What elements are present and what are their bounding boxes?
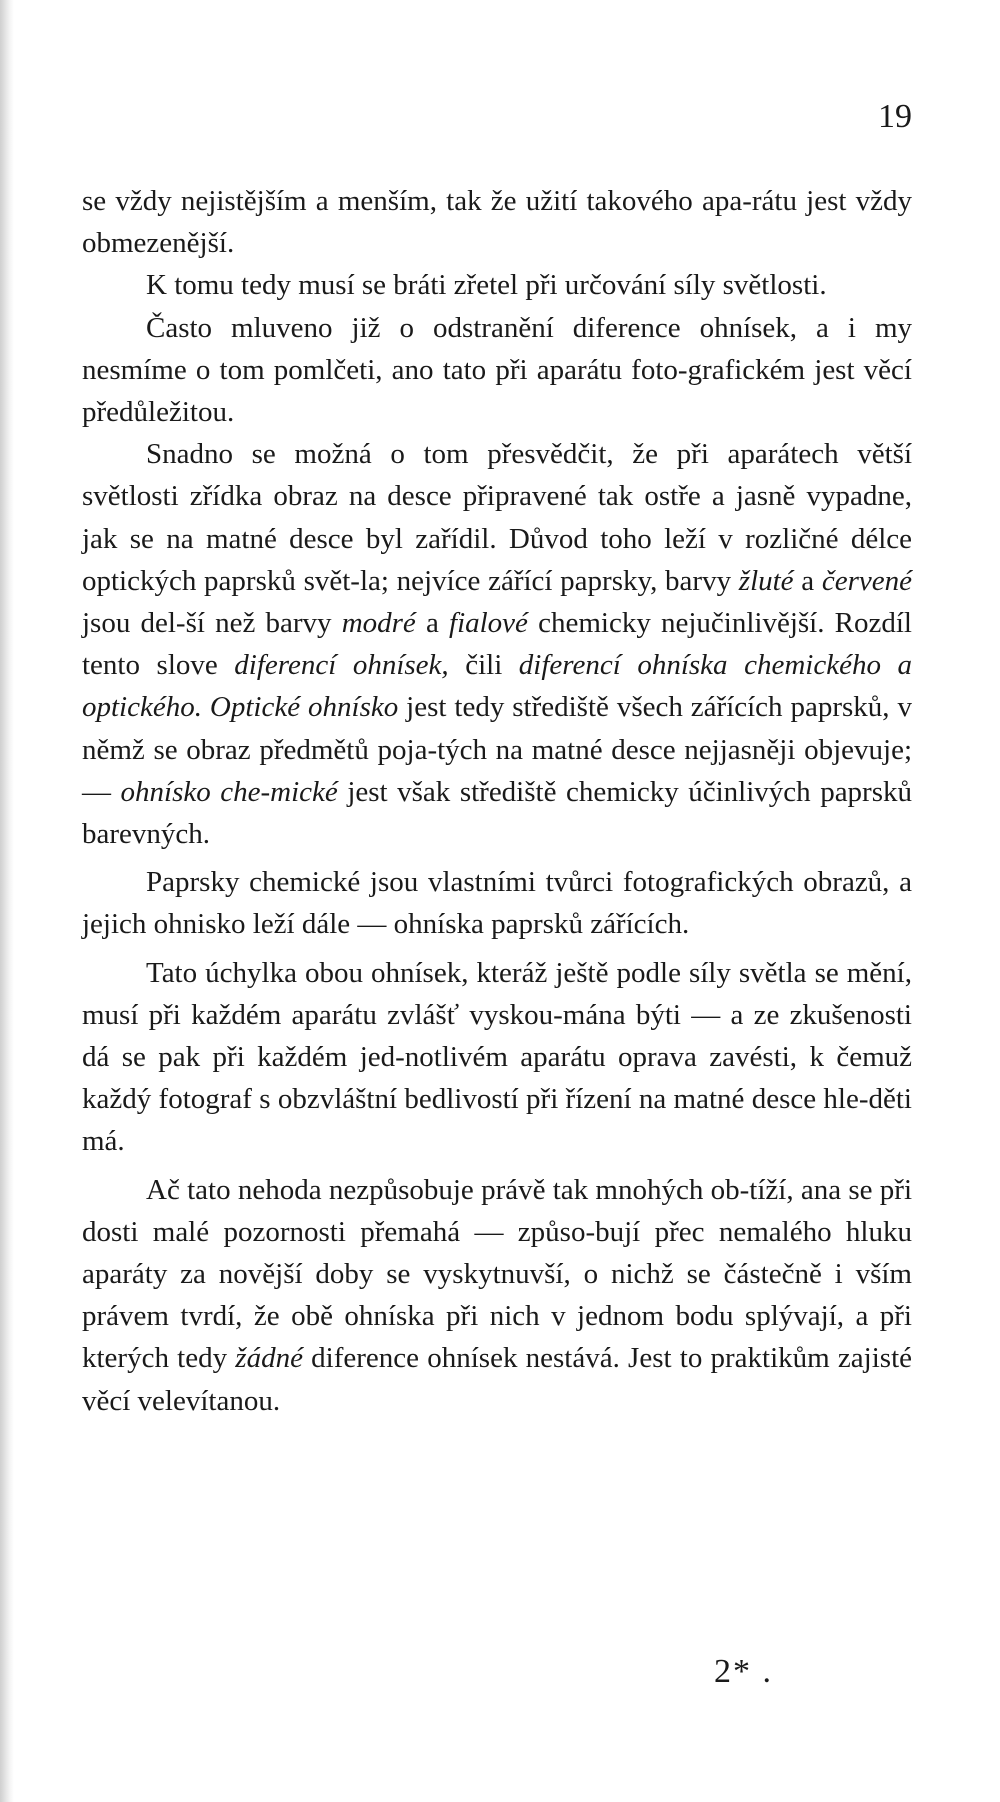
italic-term: žádné	[235, 1342, 303, 1375]
text-run: jest však střediště chemicky účinlivých paprsků barevných.	[82, 775, 913, 851]
text-run: Snadno se možná o tom přesvědčit, že při aparátech větší světlosti zřídka obraz na desce připravené tak ostře a jasně vypadne, jak se na matné desce byl zařídil. Důvod toho leží v rozličné délce optických paprsků svět-la; nejvíce zářící paprsky, barvy	[82, 438, 912, 597]
italic-term: žluté	[738, 564, 794, 597]
text-run: se vždy nejistějším a menším, tak že užití takového apa-rátu jest vždy obmezenější.	[82, 185, 912, 260]
text-run: čili	[448, 649, 519, 682]
body-text	[82, 180, 912, 1422]
paragraph	[82, 952, 912, 1163]
italic-term: ohnísko che-mické	[120, 775, 338, 808]
text-run: diference ohnísek nestává. Jest to praktikům zajisté věcí velevítanou.	[82, 1342, 912, 1417]
text-run: a	[415, 607, 450, 640]
text-run: a	[793, 564, 822, 597]
italic-term: diferencí ohnísek,	[234, 649, 449, 682]
text-run: Ač tato nehoda nezpůsobuje právě tak mnohých ob-tíží, ana se při dosti malé pozornosti přemahá — způso-bují přec nemalého hluku aparáty za novější doby se vyskytnuvší, o nichž se částečně i vším právem tvrdí, že obě ohníska při nich v jednom bodu splývají, a při kterých tedy	[82, 1173, 912, 1375]
text-run: K tomu tedy musí se bráti zřetel při určování síly světlosti.	[146, 269, 827, 302]
italic-term: diferencí ohníska chemického a optického.	[82, 649, 912, 724]
italic-term: Optické ohnísko	[209, 691, 399, 724]
paragraph	[82, 861, 912, 945]
page-number: 19	[878, 98, 912, 135]
signature-mark: 2* .	[714, 1653, 773, 1690]
page-edge-shadow	[0, 0, 14, 1802]
italic-term: modré	[341, 607, 416, 640]
paragraph	[82, 264, 912, 306]
text-run: chemicky nejučinlivější. Rozdíl tento slove	[82, 607, 912, 682]
text-run: jest tedy střediště všech zářících paprsků, v němž se obraz předmětů poja-tých na matné desce nejjasněji objevuje; —	[82, 691, 912, 808]
italic-term: fialové	[449, 607, 528, 640]
text-run: Paprsky chemické jsou vlastními tvůrci fotografických obrazů, a jejich ohnisko leží dále — ohníska paprsků zářících.	[82, 866, 912, 941]
text-run: jsou del-ší než barvy	[82, 607, 342, 640]
italic-term: červené	[821, 564, 912, 597]
paragraph	[82, 307, 912, 434]
text-run: Tato úchylka obou ohnísek, kteráž ještě podle síly světla se mění, musí při každém aparátu zvlášť vyskou-mána býti — a ze zkušenosti dá se pak při každém jed-notlivém aparátu oprava zavésti, k čemuž každý fotograf s obzvláštní bedlivostí při řízení na matné desce hle-děti má.	[82, 956, 912, 1158]
paragraph	[82, 433, 912, 855]
paragraph	[82, 1169, 912, 1422]
paragraph	[82, 180, 912, 264]
text-run	[202, 691, 210, 723]
text-run: Často mluveno již o odstranění diference ohnísek, a i my nesmíme o tom pomlčeti, ano tato při aparátu foto-grafickém jest věcí předůležitou.	[82, 311, 912, 429]
